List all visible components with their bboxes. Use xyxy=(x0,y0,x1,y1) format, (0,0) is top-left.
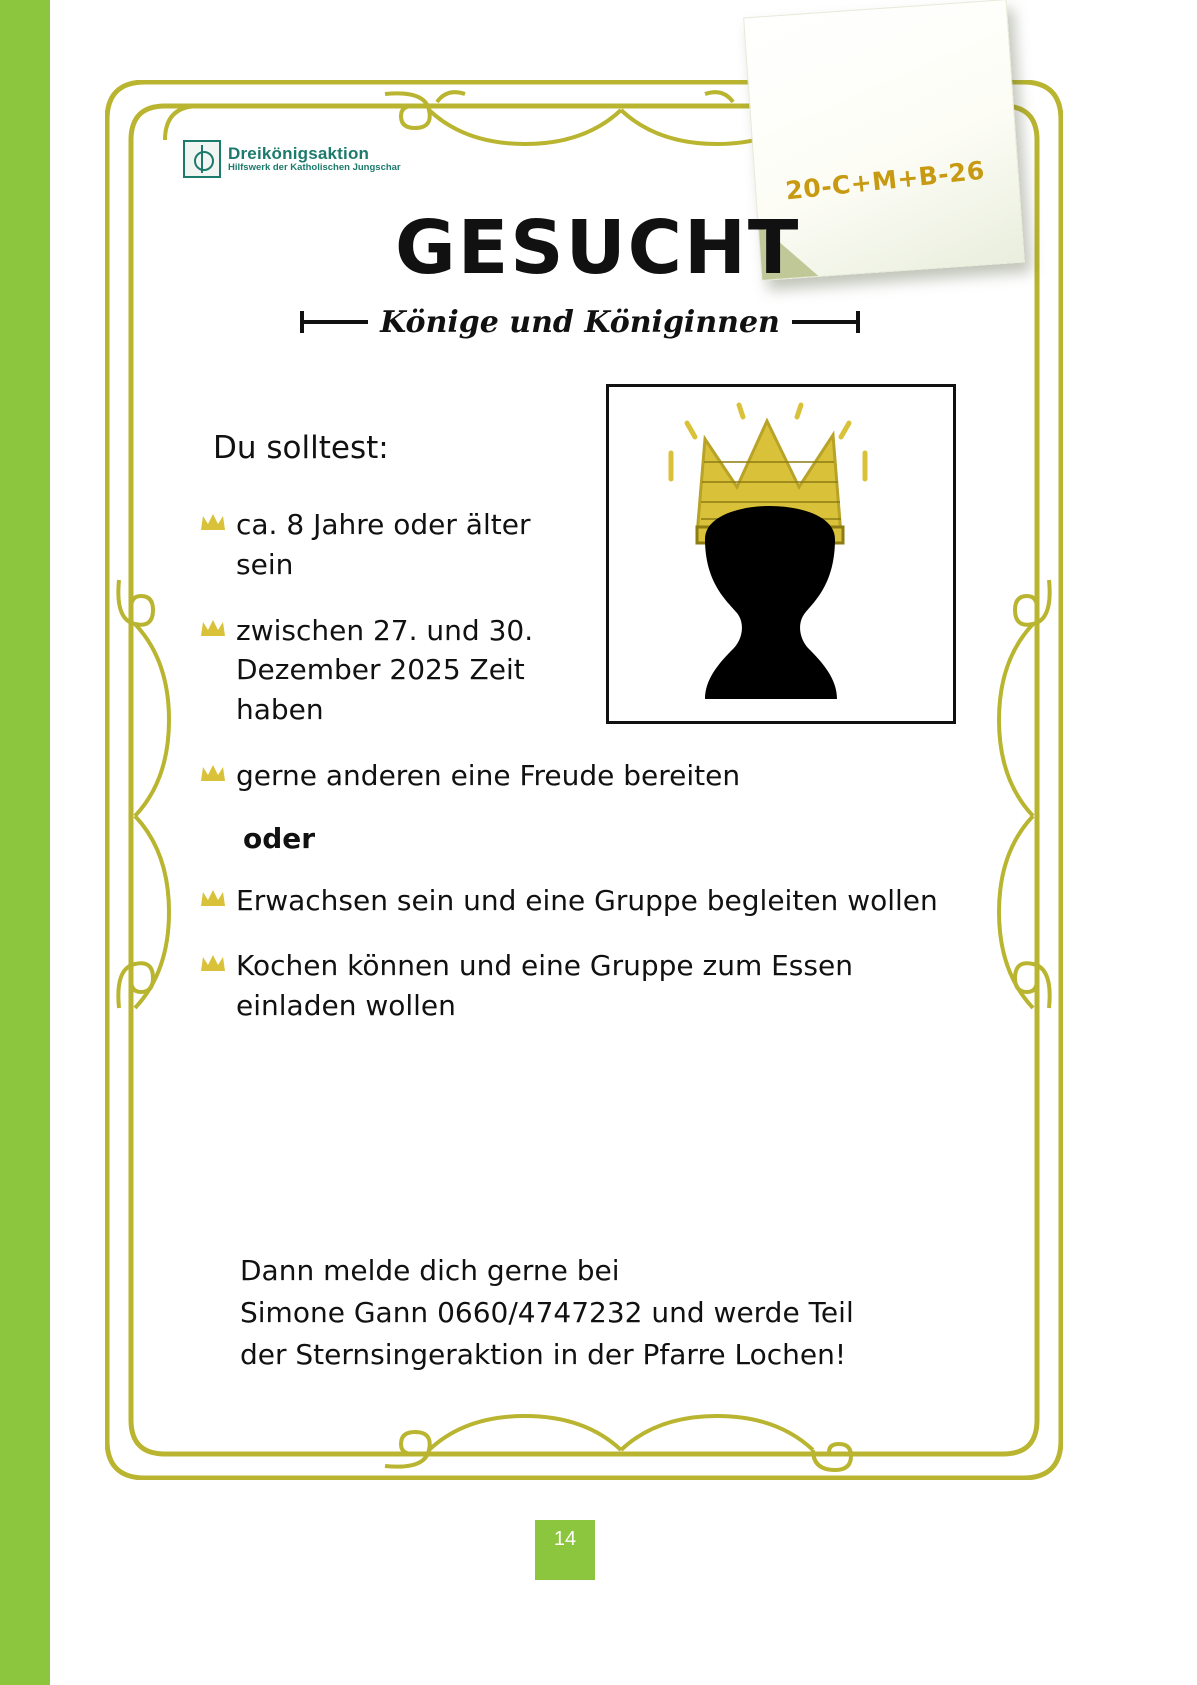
list-item-label: Erwachsen sein und eine Gruppe begleiten wollen xyxy=(236,883,938,917)
list-item-label: zwischen 27. und 30. Dezember 2025 Zeit haben xyxy=(236,613,534,726)
list-item-label: Kochen können und eine Gruppe zum Essen einladen wollen xyxy=(236,949,853,1022)
crown-bullet-icon xyxy=(200,513,226,536)
list-item xyxy=(200,881,940,921)
rule-right xyxy=(792,320,860,324)
crown-bullet-icon xyxy=(200,619,226,642)
contact-line: Simone Gann 0660/4747232 und werde Teil xyxy=(240,1296,854,1329)
contact-block xyxy=(240,1250,854,1376)
crown-bullet-icon xyxy=(200,889,226,912)
list-item-label: ca. 8 Jahre oder älter sein xyxy=(236,508,531,581)
dka-cross-globe-icon xyxy=(183,140,221,178)
chalk-blessing-text: 20-C+M+B-26 xyxy=(784,155,987,206)
crown-bullet-icon xyxy=(200,764,226,787)
list-item xyxy=(200,611,940,730)
left-green-bar xyxy=(0,0,50,1685)
requirements-list xyxy=(200,505,940,1052)
subtitle-bar xyxy=(300,300,860,344)
list-item xyxy=(200,946,940,1026)
page-title: GESUCHT xyxy=(395,205,801,291)
dka-logo xyxy=(183,138,433,180)
contact-line: der Sternsingeraktion in der Pfarre Lochen! xyxy=(240,1338,847,1371)
page-number: 14 xyxy=(535,1520,595,1580)
crown-bullet-icon xyxy=(200,954,226,977)
page-subtitle: Könige und Königinnen xyxy=(380,304,780,340)
contact-line: Dann melde dich gerne bei xyxy=(240,1254,620,1287)
logo-title: Dreikönigsaktion xyxy=(228,144,370,164)
list-item xyxy=(200,505,940,585)
list-item xyxy=(200,756,940,796)
list-item-label: gerne anderen eine Freude bereiten xyxy=(236,758,741,792)
logo-subtitle: Hilfswerk der Katholischen Jungschar xyxy=(228,162,401,174)
rule-left xyxy=(300,320,368,324)
divider-word: oder xyxy=(243,821,316,855)
intro-text: Du solltest: xyxy=(213,430,389,466)
